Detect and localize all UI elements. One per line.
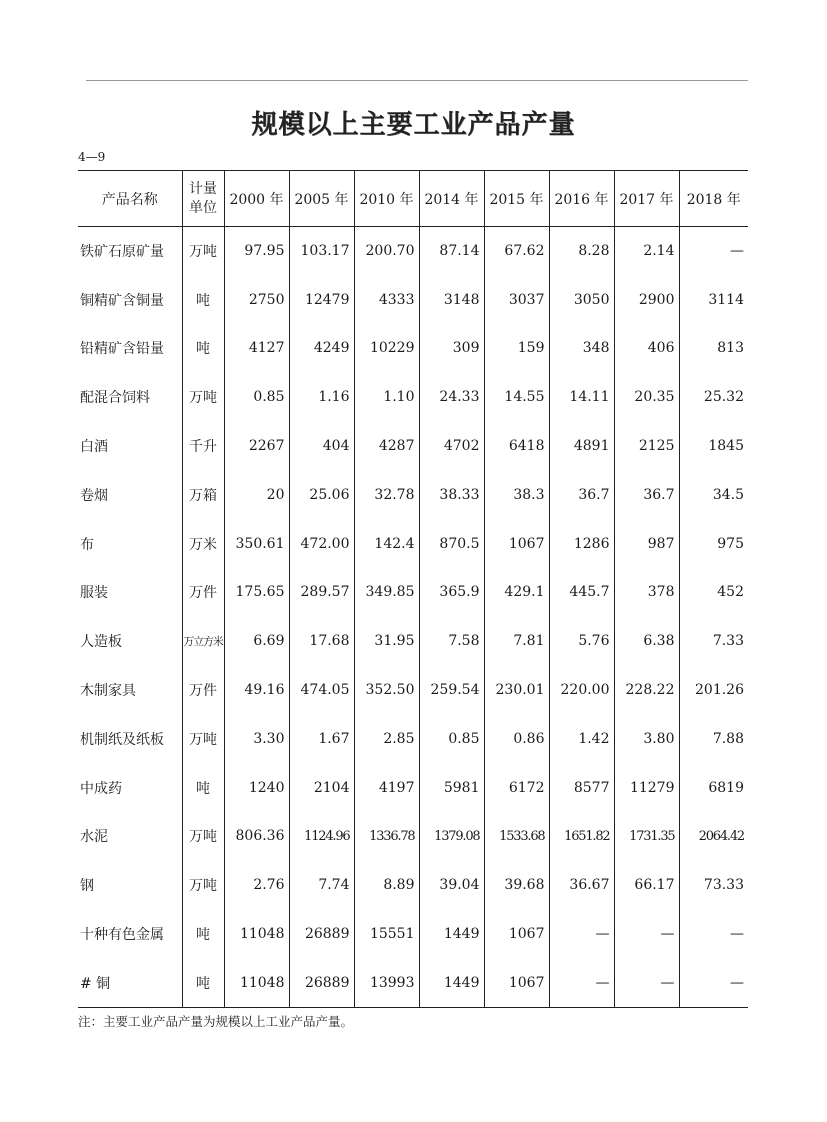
value-cell: 5.76 xyxy=(549,617,614,666)
value-cell: 25.32 xyxy=(679,373,748,422)
value-cell: 1067 xyxy=(484,519,549,568)
value-cell: 429.1 xyxy=(484,568,549,617)
unit-cell: 吨 xyxy=(182,763,224,812)
value-cell: 7.33 xyxy=(679,617,748,666)
header-unit-line1: 计量 xyxy=(189,180,217,197)
value-cell: 14.11 xyxy=(549,373,614,422)
value-cell: 38.33 xyxy=(419,470,484,519)
value-cell: 20 xyxy=(224,470,289,519)
value-cell: 1845 xyxy=(679,422,748,471)
table-row xyxy=(78,227,748,276)
header-product: 产品名称 xyxy=(101,191,158,208)
value-cell: 1286 xyxy=(549,519,614,568)
unit-cell: 吨 xyxy=(182,275,224,324)
unit-cell: 万立方米 xyxy=(182,617,224,666)
product-name: 木制家具 xyxy=(80,683,136,700)
value-cell: 17.68 xyxy=(289,617,354,666)
value-cell: 259.54 xyxy=(419,666,484,715)
table-row xyxy=(78,519,748,568)
value-cell: 1067 xyxy=(484,958,549,1007)
value-cell: 1379.08 xyxy=(419,812,484,861)
value-cell: 8.89 xyxy=(354,861,419,910)
value-cell: 352.50 xyxy=(354,666,419,715)
value-cell: 3.80 xyxy=(614,714,679,763)
value-cell: 11048 xyxy=(224,958,289,1007)
unit-cell: 万吨 xyxy=(182,373,224,422)
value-cell: 1336.78 xyxy=(354,812,419,861)
value-cell: 73.33 xyxy=(679,861,748,910)
header-year: 2000 年 xyxy=(224,171,289,227)
value-cell: — xyxy=(549,910,614,959)
value-cell: 0.86 xyxy=(484,714,549,763)
value-cell: 1449 xyxy=(419,910,484,959)
table-note: 注：主要工业产品产量为规模以上工业产品产量。 xyxy=(78,1014,354,1029)
header-year: 2014 年 xyxy=(419,171,484,227)
value-cell: 406 xyxy=(614,324,679,373)
value-cell: 15551 xyxy=(354,910,419,959)
table-row xyxy=(78,958,748,1007)
unit-cell: 吨 xyxy=(182,324,224,373)
product-name: 铜精矿含铜量 xyxy=(80,292,164,309)
value-cell: 228.22 xyxy=(614,666,679,715)
value-cell: 4249 xyxy=(289,324,354,373)
header-unit-line2: 单位 xyxy=(189,199,217,216)
value-cell: 3.30 xyxy=(224,714,289,763)
header-year: 2015 年 xyxy=(484,171,549,227)
value-cell: 365.9 xyxy=(419,568,484,617)
table-row xyxy=(78,763,748,812)
value-cell: 31.95 xyxy=(354,617,419,666)
value-cell: 1.16 xyxy=(289,373,354,422)
value-cell: 2104 xyxy=(289,763,354,812)
value-cell: — xyxy=(679,227,748,276)
value-cell: 472.00 xyxy=(289,519,354,568)
unit-cell: 万吨 xyxy=(182,861,224,910)
value-cell: 4333 xyxy=(354,275,419,324)
value-cell: 24.33 xyxy=(419,373,484,422)
table-row xyxy=(78,275,748,324)
table-row xyxy=(78,910,748,959)
value-cell: 987 xyxy=(614,519,679,568)
table-row xyxy=(78,617,748,666)
value-cell: 404 xyxy=(289,422,354,471)
unit-cell: 千升 xyxy=(182,422,224,471)
value-cell: 1449 xyxy=(419,958,484,1007)
value-cell: 87.14 xyxy=(419,227,484,276)
value-cell: 309 xyxy=(419,324,484,373)
value-cell: 142.4 xyxy=(354,519,419,568)
value-cell: 26889 xyxy=(289,958,354,1007)
header-year: 2017 年 xyxy=(614,171,679,227)
value-cell: 8.28 xyxy=(549,227,614,276)
table-row xyxy=(78,373,748,422)
table-row xyxy=(78,470,748,519)
value-cell: 36.67 xyxy=(549,861,614,910)
value-cell: 7.74 xyxy=(289,861,354,910)
value-cell: 6.38 xyxy=(614,617,679,666)
value-cell: 34.5 xyxy=(679,470,748,519)
value-cell: 230.01 xyxy=(484,666,549,715)
header-row xyxy=(78,171,748,227)
table-number: 4—9 xyxy=(78,150,106,164)
value-cell: 6819 xyxy=(679,763,748,812)
unit-cell: 万米 xyxy=(182,519,224,568)
value-cell: 3148 xyxy=(419,275,484,324)
value-cell: 3114 xyxy=(679,275,748,324)
value-cell: 813 xyxy=(679,324,748,373)
header-unit xyxy=(182,171,224,227)
product-name: 水泥 xyxy=(80,829,108,846)
value-cell: 2125 xyxy=(614,422,679,471)
value-cell: — xyxy=(549,958,614,1007)
value-cell: 7.58 xyxy=(419,617,484,666)
value-cell: 0.85 xyxy=(419,714,484,763)
product-name: 人造板 xyxy=(80,634,122,651)
value-cell: 348 xyxy=(549,324,614,373)
table-row xyxy=(78,568,748,617)
value-cell: 14.55 xyxy=(484,373,549,422)
header-year: 2018 年 xyxy=(679,171,748,227)
value-cell: 39.04 xyxy=(419,861,484,910)
value-cell: 7.81 xyxy=(484,617,549,666)
unit-cell: 万件 xyxy=(182,666,224,715)
value-cell: 36.7 xyxy=(549,470,614,519)
value-cell: 474.05 xyxy=(289,666,354,715)
value-cell: 36.7 xyxy=(614,470,679,519)
value-cell: 20.35 xyxy=(614,373,679,422)
value-cell: 25.06 xyxy=(289,470,354,519)
value-cell: 67.62 xyxy=(484,227,549,276)
product-name: 铅精矿含铅量 xyxy=(80,341,164,358)
value-cell: 806.36 xyxy=(224,812,289,861)
value-cell: 1731.35 xyxy=(614,812,679,861)
product-name: 白酒 xyxy=(80,439,108,456)
value-cell: 6418 xyxy=(484,422,549,471)
product-name: # 铜 xyxy=(80,975,111,992)
value-cell: 38.3 xyxy=(484,470,549,519)
value-cell: 2750 xyxy=(224,275,289,324)
unit-cell: 吨 xyxy=(182,958,224,1007)
value-cell: 2267 xyxy=(224,422,289,471)
value-cell: 103.17 xyxy=(289,227,354,276)
value-cell: 39.68 xyxy=(484,861,549,910)
unit-cell: 万箱 xyxy=(182,470,224,519)
product-name: 布 xyxy=(80,536,94,553)
value-cell: 2.14 xyxy=(614,227,679,276)
value-cell: 1.67 xyxy=(289,714,354,763)
value-cell: 378 xyxy=(614,568,679,617)
production-table xyxy=(78,170,748,1008)
value-cell: 11279 xyxy=(614,763,679,812)
unit-cell: 吨 xyxy=(182,910,224,959)
value-cell: 4197 xyxy=(354,763,419,812)
value-cell: 1.10 xyxy=(354,373,419,422)
value-cell: 49.16 xyxy=(224,666,289,715)
product-name: 机制纸及纸板 xyxy=(80,731,164,748)
value-cell: 159 xyxy=(484,324,549,373)
value-cell: 3037 xyxy=(484,275,549,324)
value-cell: 2.85 xyxy=(354,714,419,763)
value-cell: 66.17 xyxy=(614,861,679,910)
value-cell: 0.85 xyxy=(224,373,289,422)
product-name: 配混合饲料 xyxy=(80,390,150,407)
top-divider xyxy=(86,80,748,81)
product-name: 钢 xyxy=(80,878,94,895)
value-cell: 201.26 xyxy=(679,666,748,715)
value-cell: 445.7 xyxy=(549,568,614,617)
value-cell: 220.00 xyxy=(549,666,614,715)
value-cell: 975 xyxy=(679,519,748,568)
value-cell: 4127 xyxy=(224,324,289,373)
unit-cell: 万吨 xyxy=(182,227,224,276)
value-cell: 1124.96 xyxy=(289,812,354,861)
value-cell: 2064.42 xyxy=(679,812,748,861)
unit-cell: 万吨 xyxy=(182,812,224,861)
table-row xyxy=(78,324,748,373)
table-row xyxy=(78,666,748,715)
value-cell: 350.61 xyxy=(224,519,289,568)
table-row xyxy=(78,861,748,910)
value-cell: 12479 xyxy=(289,275,354,324)
unit-cell: 万件 xyxy=(182,568,224,617)
value-cell: 13993 xyxy=(354,958,419,1007)
value-cell: 4287 xyxy=(354,422,419,471)
value-cell: 7.88 xyxy=(679,714,748,763)
product-name: 十种有色金属 xyxy=(80,927,164,944)
table-row xyxy=(78,714,748,763)
value-cell: 1651.82 xyxy=(549,812,614,861)
value-cell: 4702 xyxy=(419,422,484,471)
product-name: 中成药 xyxy=(80,780,122,797)
value-cell: 26889 xyxy=(289,910,354,959)
value-cell: 349.85 xyxy=(354,568,419,617)
value-cell: 452 xyxy=(679,568,748,617)
value-cell: 870.5 xyxy=(419,519,484,568)
header-year: 2016 年 xyxy=(549,171,614,227)
table-body xyxy=(78,227,748,1008)
value-cell: 1067 xyxy=(484,910,549,959)
header-year: 2005 年 xyxy=(289,171,354,227)
value-cell: 3050 xyxy=(549,275,614,324)
product-name: 铁矿石原矿量 xyxy=(80,244,164,261)
table-row xyxy=(78,422,748,471)
value-cell: 11048 xyxy=(224,910,289,959)
value-cell: 10229 xyxy=(354,324,419,373)
value-cell: 5981 xyxy=(419,763,484,812)
value-cell: — xyxy=(614,910,679,959)
value-cell: 2900 xyxy=(614,275,679,324)
value-cell: 97.95 xyxy=(224,227,289,276)
product-name: 服装 xyxy=(80,585,108,602)
value-cell: 200.70 xyxy=(354,227,419,276)
value-cell: 32.78 xyxy=(354,470,419,519)
value-cell: 175.65 xyxy=(224,568,289,617)
product-name: 卷烟 xyxy=(80,487,108,504)
table-row xyxy=(78,812,748,861)
value-cell: 1.42 xyxy=(549,714,614,763)
value-cell: — xyxy=(679,958,748,1007)
unit-cell: 万吨 xyxy=(182,714,224,763)
value-cell: — xyxy=(679,910,748,959)
page-title: 规模以上主要工业产品产量 xyxy=(251,110,576,140)
value-cell: — xyxy=(614,958,679,1007)
value-cell: 4891 xyxy=(549,422,614,471)
value-cell: 8577 xyxy=(549,763,614,812)
value-cell: 1240 xyxy=(224,763,289,812)
header-year: 2010 年 xyxy=(354,171,419,227)
value-cell: 289.57 xyxy=(289,568,354,617)
value-cell: 6172 xyxy=(484,763,549,812)
value-cell: 2.76 xyxy=(224,861,289,910)
value-cell: 6.69 xyxy=(224,617,289,666)
value-cell: 1533.68 xyxy=(484,812,549,861)
